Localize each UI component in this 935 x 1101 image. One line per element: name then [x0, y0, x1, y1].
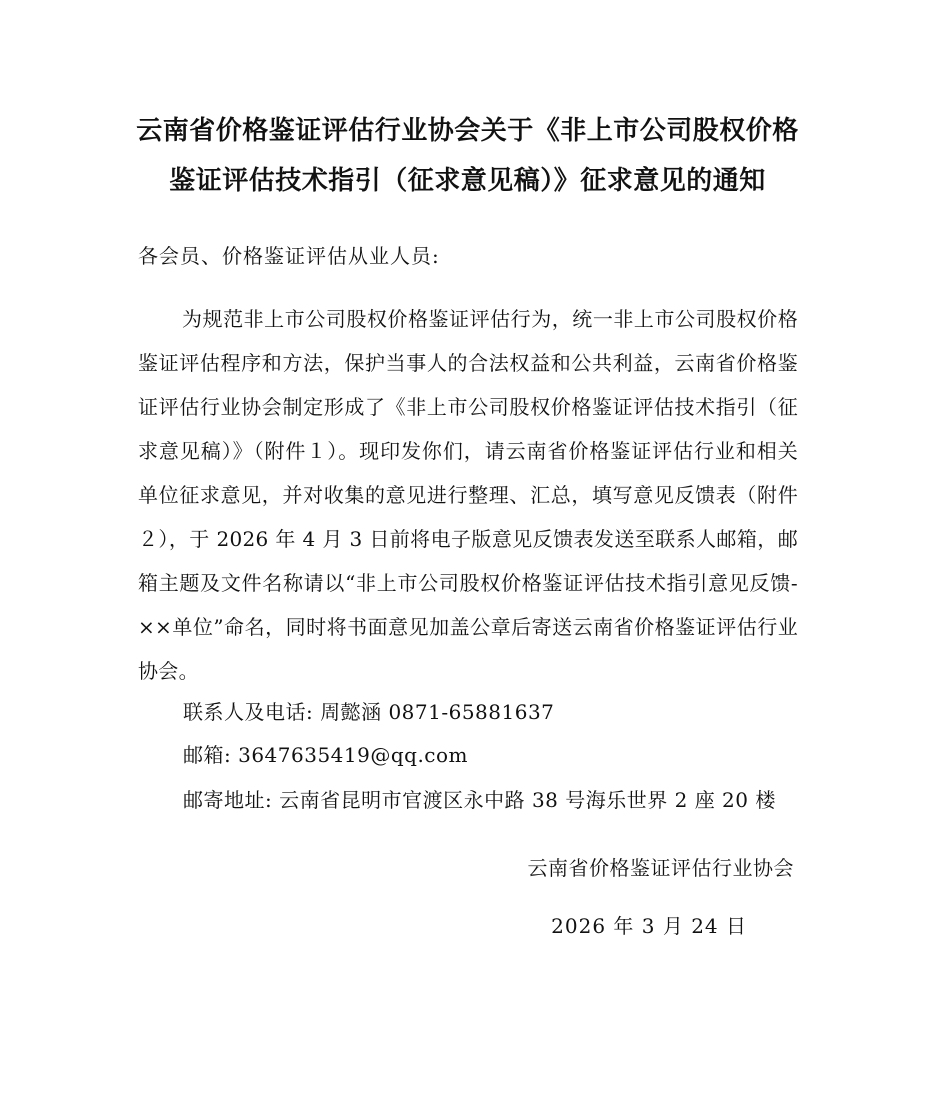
document-title-line-2: 鉴证评估技术指引（征求意见稿）》征求意见的通知 [169, 166, 766, 196]
contact-phone-line: 联系人及电话: 周懿涵 0871-65881637 [183, 700, 555, 724]
signature-organization: 云南省价格鉴证评估行业协会 [527, 856, 794, 880]
salutation: 各会员、价格鉴证评估从业人员: [138, 244, 440, 268]
document-title-line-1: 云南省价格鉴证评估行业协会关于《非上市公司股权价格 [136, 116, 799, 146]
contact-address-line: 邮寄地址: 云南省昆明市官渡区永中路 38 号海乐世界 2 座 20 楼 [183, 788, 776, 812]
signature-date: 2026 年 3 月 24 日 [551, 914, 747, 938]
contact-email-line: 邮箱: 3647635419@qq.com [183, 743, 469, 767]
body-paragraph: 为规范非上市公司股权价格鉴证评估行为，统一非上市公司股权价格鉴证评估程序和方法，保护当事人的合法权益和公共利益，云南省价格鉴证评估行业协会制定形成了《非上市公司股权价格鉴证评估技术指引（征求意见稿）》（附件１）。现印发你们，请云南省价格鉴证评估行业和相关单位征求意见，并对收集的意见进行整理、汇总，填写意见反馈表（附件２），于 2026 年 4 月 3 日前将电子版意见反馈表发送至联系人邮箱，邮箱主题及文件名称请以“非上市公司股权价格鉴证评估技术指引意见反馈-××单位”命名，同时将书面意见加盖公章后寄送云南省价格鉴证评估行业协会。 [138, 307, 798, 683]
